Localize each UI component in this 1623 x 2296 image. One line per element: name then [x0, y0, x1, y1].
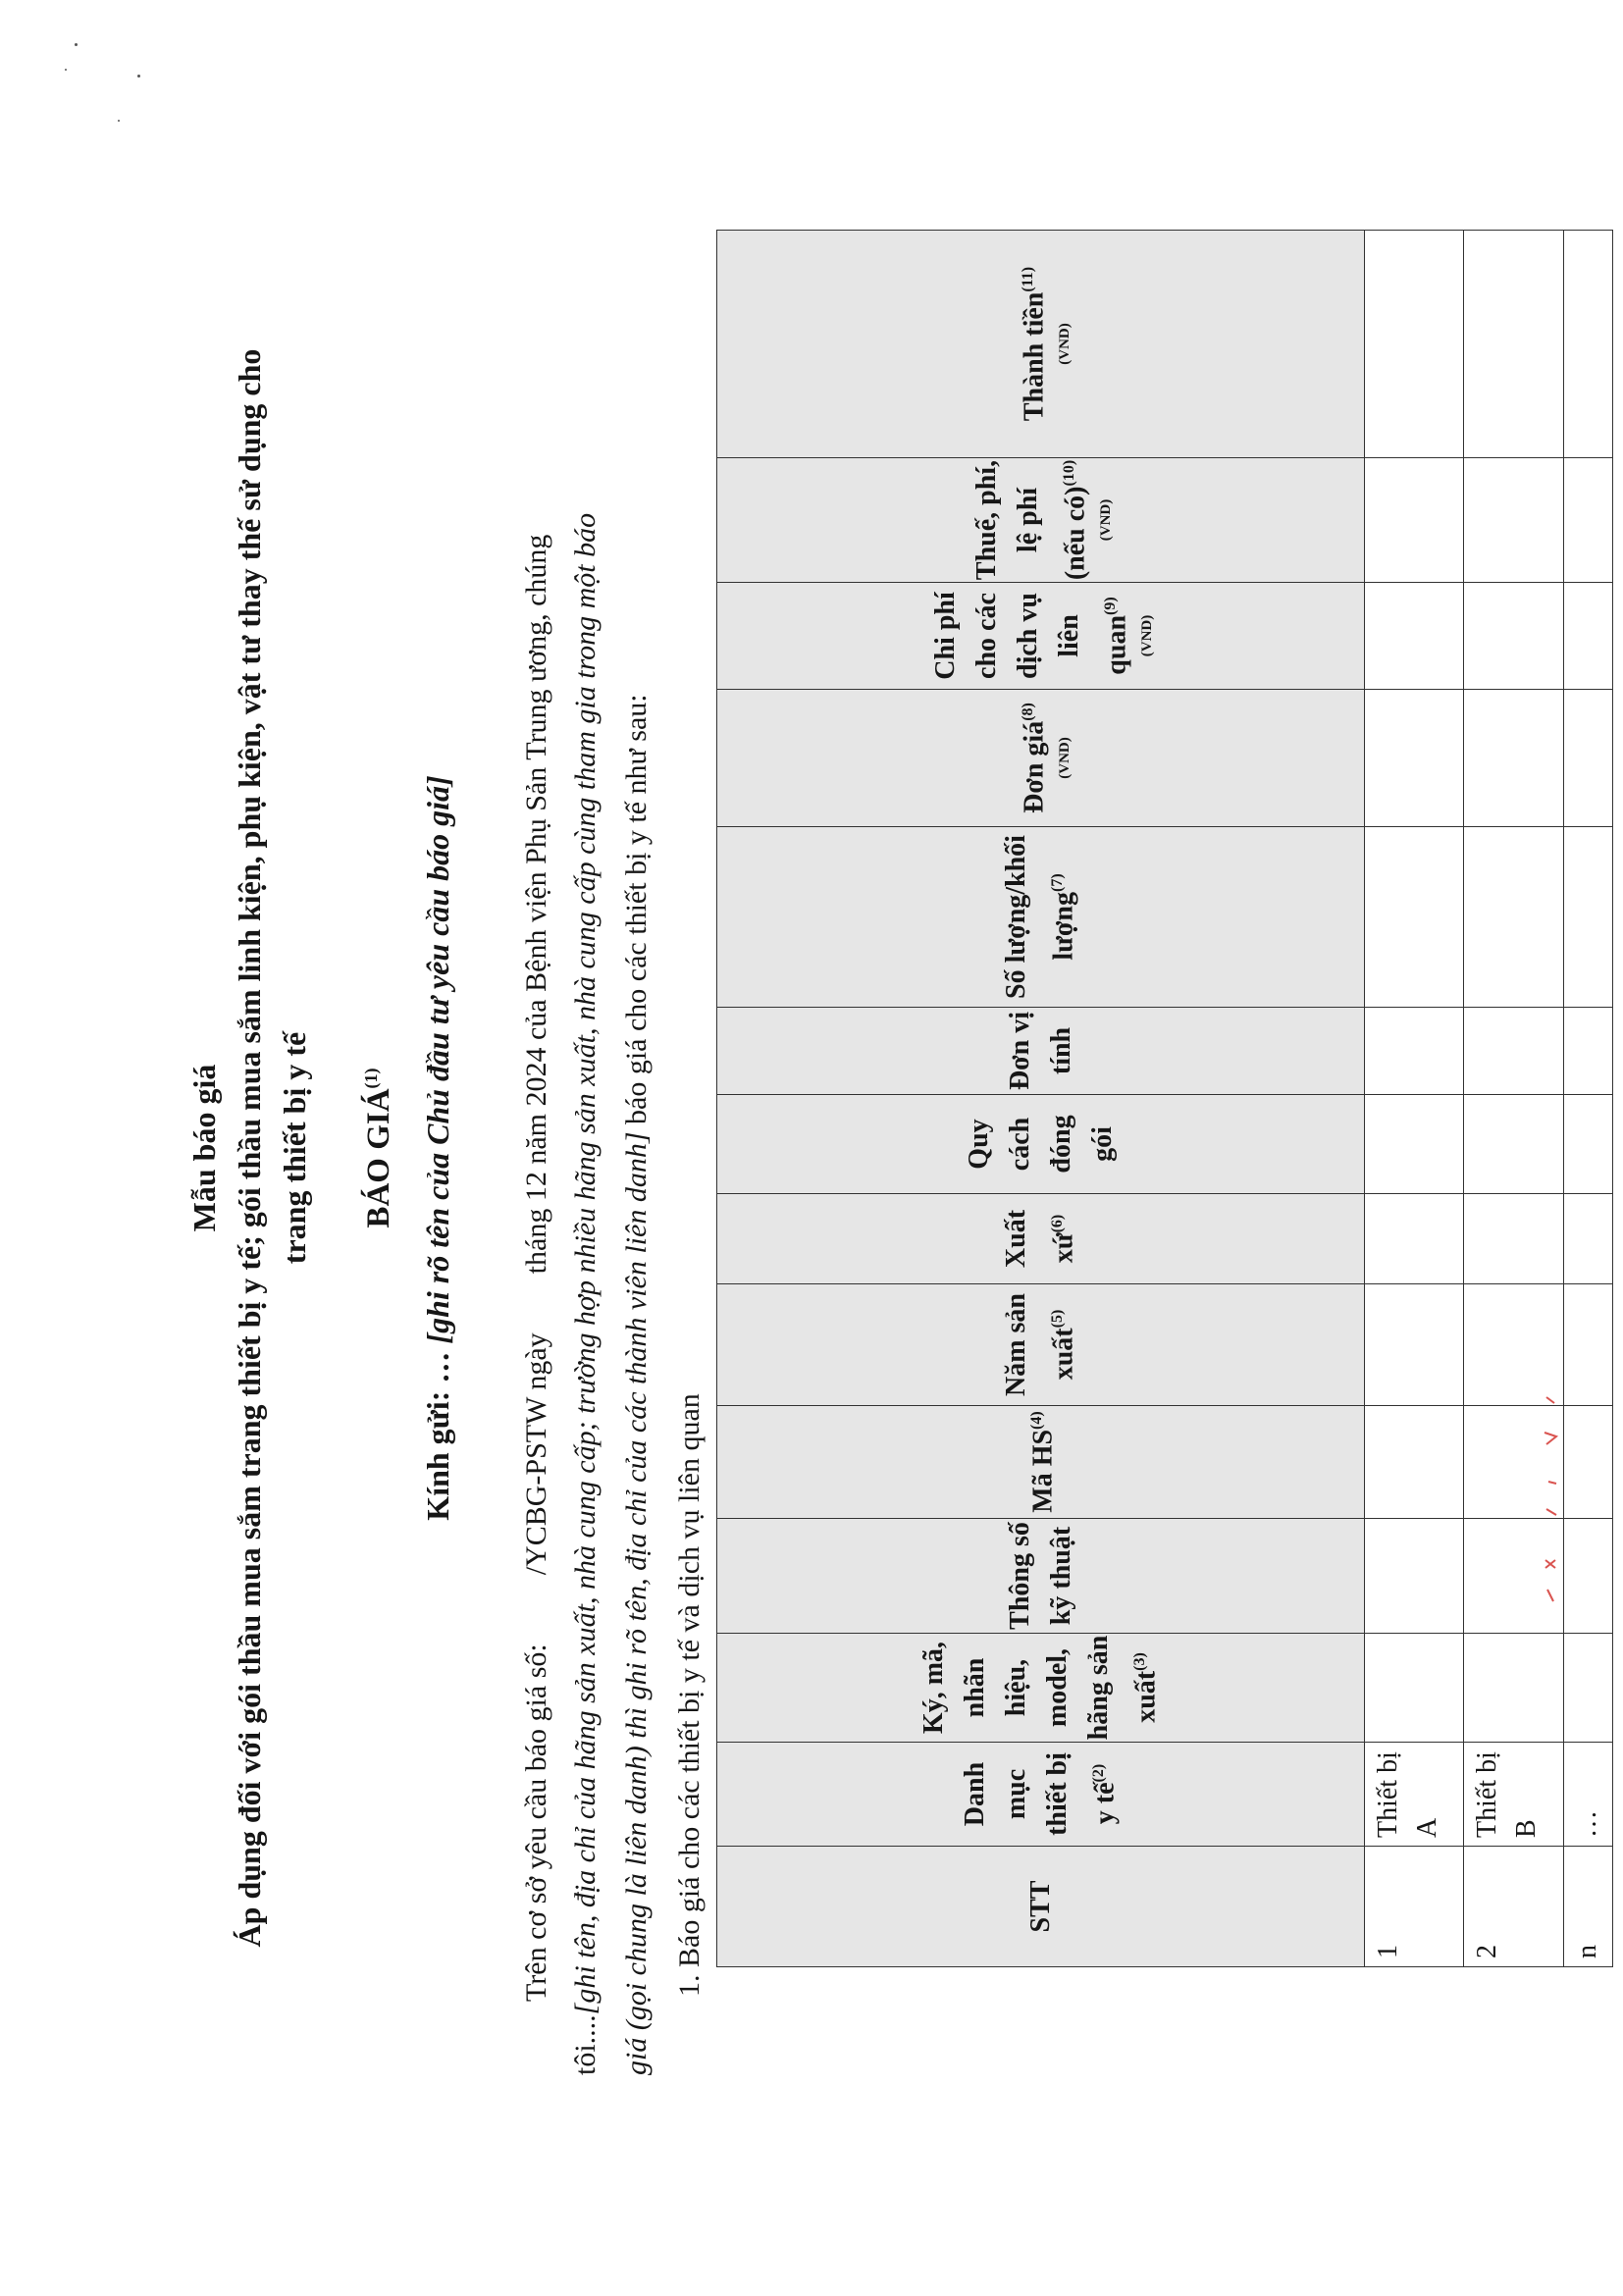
table-header-row	[717, 231, 1365, 1967]
header-equipment-list: Danh mục thiết bị y tế$^{(2)}$	[717, 1743, 1365, 1847]
table-cell	[1365, 1519, 1464, 1634]
quote-title-note: (1)	[361, 1068, 381, 1089]
row-equipment-name: Thiết bị A	[1365, 1743, 1464, 1847]
table-cell	[1365, 827, 1464, 1008]
row-equipment-name: …	[1564, 1743, 1613, 1847]
table-cell	[1365, 458, 1464, 583]
scan-speck	[75, 43, 78, 46]
table-cell	[1464, 458, 1564, 583]
table-cell	[1564, 690, 1613, 827]
scan-speck	[137, 75, 140, 78]
table-cell	[1464, 583, 1564, 690]
header-stt: STT	[717, 1847, 1365, 1967]
scan-speck	[118, 120, 120, 122]
table-cell	[1564, 583, 1613, 690]
table-cell	[1564, 231, 1613, 458]
table-cell	[1564, 1284, 1613, 1406]
applicability-line-2: trang thiết bị y tế	[277, 1031, 312, 1265]
scan-speck	[65, 69, 67, 71]
table-cell	[1564, 1519, 1613, 1634]
row-stt: 1	[1365, 1847, 1464, 1967]
intro-request-no: Trên cơ sở yêu cầu báo giá số:	[520, 1644, 552, 2002]
table-cell	[1365, 1008, 1464, 1095]
quote-title-text: BÁO GIÁ	[361, 1088, 396, 1228]
table-cell	[1464, 231, 1564, 458]
intro-supplier-instruction: [ghi tên, địa chỉ của hãng sản xuất, nhà cung cấp; trường hợp nhiều hãng sản xuất, nhà cung cấp cùng tham gia trong một báo	[569, 512, 602, 2015]
header-unit: Đơn vị tính	[717, 1008, 1365, 1095]
table-cell	[1464, 1634, 1564, 1743]
header-specifications: Thông số kỹ thuật	[717, 1519, 1365, 1634]
table-cell	[1564, 1194, 1613, 1284]
table-row	[1564, 231, 1613, 1967]
table-cell	[1464, 1008, 1564, 1095]
table-cell	[1365, 1284, 1464, 1406]
table-cell	[1464, 827, 1564, 1008]
form-title: Mẫu báo giá	[186, 1064, 222, 1232]
row-stt: 2	[1464, 1847, 1564, 1967]
intro-line-1	[520, 535, 553, 2002]
table-cell	[1564, 458, 1613, 583]
table-cell	[1464, 1095, 1564, 1194]
quote-table	[716, 230, 1613, 1967]
table-cell	[1564, 827, 1613, 1008]
table-cell	[1464, 1284, 1564, 1406]
header-service-costs: Chi phí cho các dịch vụ liên quan$^{(9)}$ (VND)	[717, 583, 1365, 690]
recipient-label: Kính gửi: …	[420, 1351, 455, 1521]
section-1-heading: 1. Báo giá cho các thiết bị y tế và dịch vụ liên quan	[673, 1393, 706, 1997]
table-cell	[1365, 1095, 1464, 1194]
recipient-line	[420, 0, 456, 2296]
table-cell	[1464, 1194, 1564, 1284]
intro-quote-for: báo giá cho các thiết bị y tế như sau:	[620, 694, 653, 1132]
table-cell	[1564, 1008, 1613, 1095]
intro-line-2	[569, 513, 602, 2075]
red-stamp-mark	[1541, 1393, 1564, 1609]
header-taxes-fees: Thuế, phí, lệ phí (nếu có)$^{(10)}$ (VND)	[717, 458, 1365, 583]
table-cell	[1365, 583, 1464, 690]
table-cell	[1564, 1406, 1613, 1519]
header-year: Năm sản xuất$^{(5)}$	[717, 1284, 1365, 1406]
applicability-line-1: Áp dụng đối với gói thầu mua sắm trang thiết bị y tế; gói thầu mua sắm linh kiện, phụ kiện, vật tư thay thế sử dụng cho	[232, 348, 267, 1948]
table-cell	[1464, 690, 1564, 827]
table-cell	[1365, 1634, 1464, 1743]
header-brand-model: Ký, mã, nhãn hiệu, model, hãng sản xuất$^{(3)}$	[717, 1634, 1365, 1743]
table-cell	[1365, 1194, 1464, 1284]
recipient-placeholder: [ghi rõ tên của Chủ đầu tư yêu cầu báo giá]	[420, 775, 455, 1344]
row-equipment-name: Thiết bị B	[1464, 1743, 1564, 1847]
intro-ref-code: /YCBG-PSTW ngày	[520, 1332, 552, 1576]
header-origin: Xuất xứ$^{(6)}$	[717, 1194, 1365, 1284]
header-quantity: Số lượng/khối lượng$^{(7)}$	[717, 827, 1365, 1008]
intro-we: tôi....	[569, 2014, 602, 2075]
header-total-amount: Thành tiền$^{(11)}$ (VND)	[717, 231, 1365, 458]
table-cell	[1365, 1406, 1464, 1519]
header-packaging: Quy cách đóng gói	[717, 1095, 1365, 1194]
table-cell	[1564, 1095, 1613, 1194]
intro-line-3	[620, 694, 654, 2075]
table-cell	[1564, 1634, 1613, 1743]
row-stt: n	[1564, 1847, 1613, 1967]
header-hs-code: Mã HS$^{(4)}$	[717, 1406, 1365, 1519]
intro-joint-venture-instruction: giá (gọi chung là liên danh) thì ghi rõ tên, địa chỉ của các thành viên liên danh]	[620, 1131, 653, 2075]
red-stamp-mark-shape	[1541, 1393, 1564, 1609]
table-row	[1464, 231, 1564, 1967]
header-unit-price: Đơn giá$^{(8)}$ (VND)	[717, 690, 1365, 827]
table-row	[1365, 231, 1464, 1967]
intro-date-tail: tháng 12 năm 2024 của Bệnh viện Phụ Sản Trung ương, chúng	[520, 534, 552, 1275]
quote-title	[361, 0, 397, 2296]
table-cell	[1365, 231, 1464, 458]
table-cell	[1365, 690, 1464, 827]
